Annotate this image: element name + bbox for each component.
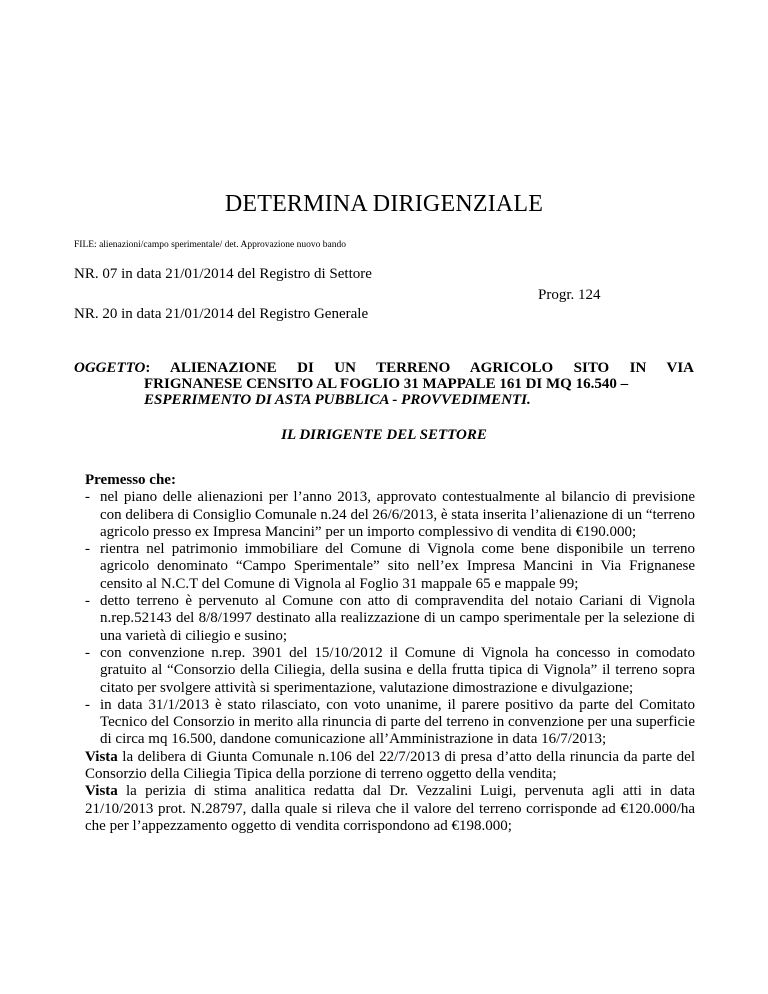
list-dash: -	[85, 696, 90, 713]
list-dash: -	[85, 593, 90, 610]
oggetto-label: OGGETTO	[74, 360, 146, 376]
list-dash: -	[85, 644, 90, 661]
registro-generale-line: NR. 20 in data 21/01/2014 del Registro Generale	[74, 306, 369, 322]
premesso-heading: Premesso che:	[85, 472, 176, 488]
list-item	[85, 489, 695, 541]
vista-text: la perizia di stima analitica redatta dal Dr. Vezzalini Luigi, pervenuta agli atti in data 21/10/2013 prot. N.28797, dalla quale si rileva che il valore del terreno corrisponde ad €120.000/ha che per l’appezzamento oggetto di vendita corrispondono ad €198.000;	[85, 783, 695, 834]
list-item-text: nel piano delle alienazioni per l’anno 2013, approvato contestualmente al bilancio di previsione con delibera di Consiglio Comunale n.24 del 26/6/2013, è stata inserita l’alienazione di un “terreno agricolo presso ex Impresa Mancini” per un importo complessivo di vendita di €190.000;	[100, 489, 695, 540]
document-title: DETERMINA DIRIGENZIALE	[224, 191, 544, 217]
list-item	[85, 541, 695, 593]
oggetto-line-1	[74, 360, 694, 376]
list-item	[85, 645, 695, 697]
list-dash: -	[85, 541, 90, 558]
premesso-list	[85, 489, 695, 748]
list-item-text: detto terreno è pervenuto al Comune con atto di compravendita del notaio Cariani di Vignola n.rep.52143 del 8/8/1997 destinato alla realizzazione di un campo sperimentale per la selezione di una varietà di ciliegio e susino;	[100, 593, 695, 644]
list-dash: -	[85, 489, 90, 506]
vista-label: Vista	[85, 783, 118, 800]
list-item-text: con convenzione n.rep. 3901 del 15/10/2012 il Comune di Vignola ha concesso in comodato gratuito al “Consorzio della Ciliegia, della susina e della frutta tipica di Vignola” il terreno sopra citato per svolgere attività si sperimentazione, valutazione dimostrazione e divulgazione;	[100, 644, 695, 696]
list-item	[85, 593, 695, 645]
list-item	[85, 697, 695, 749]
registro-settore-line: NR. 07 in data 21/01/2014 del Registro di Settore	[74, 266, 372, 282]
list-item-text: in data 31/1/2013 è stato rilasciato, con voto unanime, il parere positivo da parte del Comitato Tecnico del Consorzio in merito alla rinuncia di parte del terreno in convenzione per una superficie di circa mq 16.500, dandone comunicazione all’Amministrazione in data 16/7/2013;	[100, 696, 695, 748]
vista-paragraph-1	[85, 749, 695, 784]
section-heading: IL DIRIGENTE DEL SETTORE	[281, 427, 487, 443]
progressivo-number: Progr. 124	[538, 287, 601, 303]
file-path-line: FILE: alienazioni/campo sperimentale/ det. Approvazione nuovo bando	[74, 240, 346, 250]
oggetto-line-2: FRIGNANESE CENSITO AL FOGLIO 31 MAPPALE 161 DI MQ 16.540 –	[144, 376, 629, 392]
vista-text: la delibera di Giunta Comunale n.106 del 22/7/2013 di presa d’atto della rinuncia da parte del Consorzio della Ciliegia Tipica della porzione di terreno oggetto della vendita;	[85, 748, 695, 783]
vista-label: Vista	[85, 748, 118, 765]
oggetto-block	[74, 360, 694, 408]
document-body	[85, 472, 695, 835]
vista-paragraph-2	[85, 783, 695, 835]
oggetto-line-1-text: : ALIENAZIONE DI UN TERRENO AGRICOLO SITO IN VIA	[145, 360, 694, 376]
oggetto-line-3: ESPERIMENTO DI ASTA PUBBLICA - PROVVEDIMENTI.	[144, 392, 531, 408]
list-item-text: rientra nel patrimonio immobiliare del Comune di Vignola come bene disponibile un terreno agricolo denominato “Campo Sperimentale” sito nell’ex Impresa Mancini in Via Frignanese censito al N.C.T del Comune di Vignola al Foglio 31 mappale 65 e mappale 99;	[100, 541, 695, 592]
